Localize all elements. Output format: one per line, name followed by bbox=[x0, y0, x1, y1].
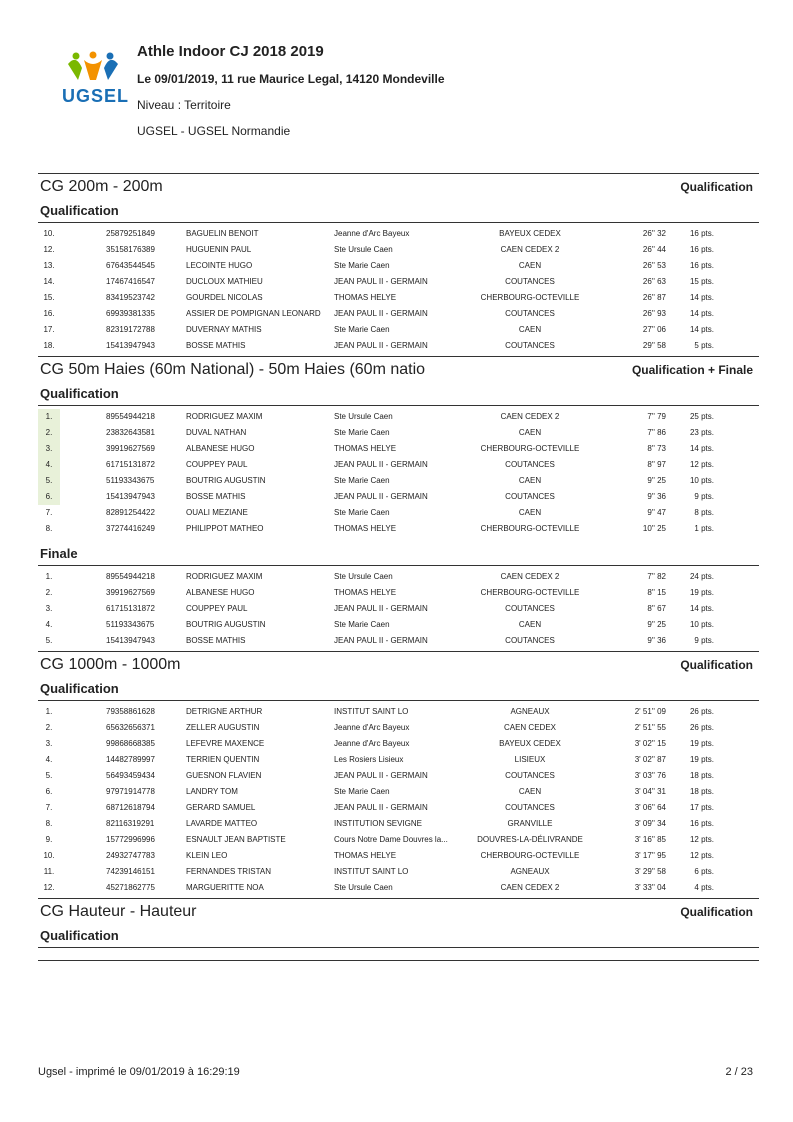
club-city: CAEN bbox=[518, 787, 542, 796]
performance: 26'' 44 bbox=[642, 245, 666, 254]
club-name: Ste Marie Caen bbox=[334, 325, 390, 334]
license-number: 15413947943 bbox=[106, 341, 155, 350]
points: 15 pts. bbox=[689, 277, 714, 286]
points: 18 pts. bbox=[689, 771, 714, 780]
rank: 14. bbox=[43, 277, 55, 286]
athlete-name: BOSSE MATHIS bbox=[186, 492, 246, 501]
results-table bbox=[38, 406, 759, 539]
table-row bbox=[38, 306, 759, 322]
table-row bbox=[38, 521, 759, 537]
athlete-name: BAGUELIN BENOIT bbox=[186, 229, 259, 238]
rank: 5. bbox=[45, 636, 53, 645]
rank: 6. bbox=[45, 787, 53, 796]
event-name: CG 1000m - 1000m bbox=[40, 656, 181, 673]
athlete-name: ALBANESE HUGO bbox=[186, 444, 255, 453]
table-row bbox=[38, 864, 759, 880]
athlete-name: RODRIGUEZ MAXIM bbox=[186, 412, 263, 421]
club-name: JEAN PAUL II - GERMAIN bbox=[334, 309, 428, 318]
rank: 10. bbox=[43, 851, 55, 860]
points: 10 pts. bbox=[689, 476, 714, 485]
table-row bbox=[38, 704, 759, 720]
performance: 8'' 97 bbox=[647, 460, 666, 469]
license-number: 82891254422 bbox=[106, 508, 155, 517]
club-name: Ste Marie Caen bbox=[334, 787, 390, 796]
club-name: THOMAS HELYE bbox=[334, 293, 397, 302]
athlete-name: BOUTRIG AUGUSTIN bbox=[186, 476, 266, 485]
club-name: Ste Marie Caen bbox=[334, 428, 390, 437]
performance: 3' 02'' 87 bbox=[634, 755, 666, 764]
rank: 18. bbox=[43, 341, 55, 350]
club-city: CAEN CEDEX 2 bbox=[500, 245, 560, 254]
performance: 3' 33'' 04 bbox=[634, 883, 666, 892]
event-header bbox=[38, 173, 759, 200]
club-city: CHERBOURG-OCTEVILLE bbox=[480, 524, 580, 533]
license-number: 61715131872 bbox=[106, 604, 155, 613]
club-city: COUTANCES bbox=[505, 636, 555, 645]
license-number: 15413947943 bbox=[106, 636, 155, 645]
club-city: CAEN CEDEX 2 bbox=[500, 572, 560, 581]
table-row bbox=[38, 569, 759, 585]
license-number: 65632656371 bbox=[106, 723, 155, 732]
event-header bbox=[38, 651, 759, 678]
license-number: 17467416547 bbox=[106, 277, 155, 286]
event-round-type: Qualification bbox=[680, 180, 753, 194]
club-city: COUTANCES bbox=[505, 604, 555, 613]
club-name: Jeanne d'Arc Bayeux bbox=[334, 739, 410, 748]
performance: 3' 02'' 15 bbox=[634, 739, 666, 748]
athlete-name: LAVARDE MATTEO bbox=[186, 819, 258, 828]
club-name: Ste Ursule Caen bbox=[334, 245, 393, 254]
event-round-type: Qualification bbox=[680, 905, 753, 919]
table-row bbox=[38, 473, 759, 489]
table-row bbox=[38, 752, 759, 768]
table-row bbox=[38, 457, 759, 473]
club-name: Les Rosiers Lisieux bbox=[334, 755, 404, 764]
points: 23 pts. bbox=[689, 428, 714, 437]
club-name: Ste Ursule Caen bbox=[334, 883, 393, 892]
rank: 12. bbox=[43, 245, 55, 254]
club-name: JEAN PAUL II - GERMAIN bbox=[334, 803, 428, 812]
athlete-name: GOURDEL NICOLAS bbox=[186, 293, 263, 302]
rank: 8. bbox=[45, 524, 53, 533]
event-round-type: Qualification bbox=[680, 658, 753, 672]
performance: 9'' 36 bbox=[647, 492, 666, 501]
performance: 27'' 06 bbox=[642, 325, 666, 334]
points: 1 pts. bbox=[694, 524, 714, 533]
athlete-name: ASSIER DE POMPIGNAN LEONARD bbox=[186, 309, 321, 318]
rank: 1. bbox=[38, 409, 60, 425]
points: 16 pts. bbox=[689, 819, 714, 828]
club-name: Ste Ursule Caen bbox=[334, 572, 393, 581]
table-row bbox=[38, 633, 759, 649]
club-city: DOUVRES-LA-DÉLIVRANDE bbox=[477, 835, 583, 844]
athlete-name: MARGUERITTE NOA bbox=[186, 883, 264, 892]
athlete-name: KLEIN LEO bbox=[186, 851, 228, 860]
points: 19 pts. bbox=[689, 755, 714, 764]
performance: 7'' 86 bbox=[647, 428, 666, 437]
club-city: CAEN bbox=[518, 428, 542, 437]
points: 26 pts. bbox=[689, 723, 714, 732]
license-number: 15772996996 bbox=[106, 835, 155, 844]
club-city: CAEN CEDEX bbox=[503, 723, 556, 732]
athlete-name: HUGUENIN PAUL bbox=[186, 245, 252, 254]
table-row bbox=[38, 242, 759, 258]
points: 5 pts. bbox=[694, 341, 714, 350]
points: 18 pts. bbox=[689, 787, 714, 796]
phase-title: Finale bbox=[38, 543, 759, 566]
club-name: INSTITUT SAINT LO bbox=[334, 867, 409, 876]
club-city: CAEN bbox=[518, 476, 542, 485]
athlete-name: DUVAL NATHAN bbox=[186, 428, 247, 437]
rank: 7. bbox=[45, 508, 53, 517]
athlete-name: DUCLOUX MATHIEU bbox=[186, 277, 263, 286]
license-number: 82116319291 bbox=[106, 819, 155, 828]
club-city: LISIEUX bbox=[514, 755, 546, 764]
license-number: 25879251849 bbox=[106, 229, 155, 238]
organizer: UGSEL - UGSEL Normandie bbox=[137, 124, 291, 138]
rank: 6. bbox=[38, 489, 60, 505]
club-city: BAYEUX CEDEX bbox=[499, 739, 561, 748]
points: 26 pts. bbox=[689, 707, 714, 716]
print-info: Ugsel - imprimé le 09/01/2019 à 16:29:19 bbox=[38, 1066, 240, 1078]
points: 16 pts. bbox=[689, 229, 714, 238]
points: 14 pts. bbox=[689, 325, 714, 334]
logo-text: UGSEL bbox=[62, 86, 130, 106]
points: 9 pts. bbox=[694, 636, 714, 645]
rank: 4. bbox=[45, 755, 53, 764]
performance: 26'' 87 bbox=[642, 293, 666, 302]
performance: 29'' 58 bbox=[642, 341, 666, 350]
rank: 3. bbox=[45, 604, 53, 613]
table-row bbox=[38, 800, 759, 816]
phase-title: Qualification bbox=[38, 925, 759, 948]
rank: 17. bbox=[43, 325, 55, 334]
rank: 3. bbox=[45, 739, 53, 748]
points: 6 pts. bbox=[694, 867, 714, 876]
points: 12 pts. bbox=[689, 460, 714, 469]
event-location: Le 09/01/2019, 11 rue Maurice Legal, 14120 Mondeville bbox=[137, 72, 445, 86]
license-number: 35158176389 bbox=[106, 245, 155, 254]
event-round-type: Qualification + Finale bbox=[631, 363, 753, 377]
license-number: 39919627569 bbox=[106, 588, 155, 597]
club-city: COUTANCES bbox=[505, 309, 555, 318]
club-city: AGNEAUX bbox=[510, 707, 550, 716]
athlete-name: OUALI MEZIANE bbox=[186, 508, 248, 517]
performance: 9'' 25 bbox=[647, 476, 666, 485]
event-name: CG 50m Haies (60m National) - 50m Haies (60m natio bbox=[40, 361, 426, 378]
athlete-name: LANDRY TOM bbox=[186, 787, 238, 796]
performance: 3' 09'' 34 bbox=[634, 819, 666, 828]
license-number: 79358861628 bbox=[106, 707, 155, 716]
table-row bbox=[38, 585, 759, 601]
rank: 4. bbox=[38, 457, 60, 473]
license-number: 68712618794 bbox=[106, 803, 155, 812]
license-number: 23832643581 bbox=[106, 428, 155, 437]
license-number: 82319172788 bbox=[106, 325, 155, 334]
club-city: CAEN bbox=[518, 508, 542, 517]
document-title: Athle Indoor CJ 2018 2019 bbox=[137, 43, 324, 60]
rank: 1. bbox=[45, 707, 53, 716]
performance: 26'' 32 bbox=[642, 229, 666, 238]
club-name: THOMAS HELYE bbox=[334, 524, 397, 533]
performance: 3' 06'' 64 bbox=[634, 803, 666, 812]
athlete-name: DUVERNAY MATHIS bbox=[186, 325, 262, 334]
club-name: Cours Notre Dame Douvres la... bbox=[334, 835, 448, 844]
license-number: 51193343675 bbox=[106, 620, 155, 629]
athlete-name: BOUTRIG AUGUSTIN bbox=[186, 620, 266, 629]
license-number: 14482789997 bbox=[106, 755, 155, 764]
performance: 26'' 53 bbox=[642, 261, 666, 270]
performance: 3' 17'' 95 bbox=[634, 851, 666, 860]
performance: 8'' 73 bbox=[647, 444, 666, 453]
license-number: 39919627569 bbox=[106, 444, 155, 453]
club-name: Ste Marie Caen bbox=[334, 508, 390, 517]
table-row bbox=[38, 441, 759, 457]
performance: 26'' 63 bbox=[642, 277, 666, 286]
club-name: Jeanne d'Arc Bayeux bbox=[334, 723, 410, 732]
table-row bbox=[38, 832, 759, 848]
page-number: 2 / 23 bbox=[725, 1066, 753, 1078]
rank: 2. bbox=[38, 425, 60, 441]
performance: 3' 16'' 85 bbox=[634, 835, 666, 844]
points: 9 pts. bbox=[694, 492, 714, 501]
points: 24 pts. bbox=[689, 572, 714, 581]
rank: 3. bbox=[38, 441, 60, 457]
athlete-name: COUPPEY PAUL bbox=[186, 460, 248, 469]
points: 8 pts. bbox=[694, 508, 714, 517]
table-row bbox=[38, 720, 759, 736]
club-name: INSTITUTION SEVIGNE bbox=[334, 819, 423, 828]
table-row bbox=[38, 848, 759, 864]
rank: 7. bbox=[45, 803, 53, 812]
athlete-name: ESNAULT JEAN BAPTISTE bbox=[186, 835, 286, 844]
club-city: AGNEAUX bbox=[510, 867, 550, 876]
results-table bbox=[38, 223, 759, 356]
points: 10 pts. bbox=[689, 620, 714, 629]
performance: 9'' 36 bbox=[647, 636, 666, 645]
club-name: JEAN PAUL II - GERMAIN bbox=[334, 492, 428, 501]
club-city: CHERBOURG-OCTEVILLE bbox=[480, 293, 580, 302]
athlete-name: PHILIPPOT MATHEO bbox=[186, 524, 264, 533]
rank: 2. bbox=[45, 723, 53, 732]
club-name: JEAN PAUL II - GERMAIN bbox=[334, 771, 428, 780]
athlete-name: FERNANDES TRISTAN bbox=[186, 867, 272, 876]
athlete-name: TERRIEN QUENTIN bbox=[186, 755, 260, 764]
performance: 3' 03'' 76 bbox=[634, 771, 666, 780]
points: 12 pts. bbox=[689, 835, 714, 844]
table-row bbox=[38, 409, 759, 425]
phase-title: Qualification bbox=[38, 383, 759, 406]
club-city: COUTANCES bbox=[505, 341, 555, 350]
performance: 2' 51'' 55 bbox=[634, 723, 666, 732]
table-row bbox=[38, 784, 759, 800]
athlete-name: COUPPEY PAUL bbox=[186, 604, 248, 613]
rank: 13. bbox=[43, 261, 55, 270]
table-row bbox=[38, 274, 759, 290]
club-city: COUTANCES bbox=[505, 460, 555, 469]
club-name: Ste Marie Caen bbox=[334, 620, 390, 629]
points: 17 pts. bbox=[689, 803, 714, 812]
points: 4 pts. bbox=[694, 883, 714, 892]
club-name: JEAN PAUL II - GERMAIN bbox=[334, 277, 428, 286]
club-city: CHERBOURG-OCTEVILLE bbox=[480, 588, 580, 597]
results-table bbox=[38, 701, 759, 898]
competition-level: Niveau : Territoire bbox=[137, 98, 231, 112]
table-row bbox=[38, 338, 759, 354]
license-number: 45271862775 bbox=[106, 883, 155, 892]
points: 16 pts. bbox=[689, 245, 714, 254]
license-number: 99868668385 bbox=[106, 739, 155, 748]
club-name: JEAN PAUL II - GERMAIN bbox=[334, 341, 428, 350]
table-row bbox=[38, 505, 759, 521]
license-number: 89554944218 bbox=[106, 412, 155, 421]
points: 14 pts. bbox=[689, 604, 714, 613]
club-city: CAEN bbox=[518, 325, 542, 334]
performance: 10'' 25 bbox=[642, 524, 666, 533]
athlete-name: LEFEVRE MAXENCE bbox=[186, 739, 265, 748]
table-row bbox=[38, 617, 759, 633]
results-content bbox=[38, 173, 759, 961]
club-name: THOMAS HELYE bbox=[334, 444, 397, 453]
athlete-name: ALBANESE HUGO bbox=[186, 588, 255, 597]
performance: 3' 29'' 58 bbox=[634, 867, 666, 876]
rank: 11. bbox=[43, 867, 55, 876]
table-row bbox=[38, 258, 759, 274]
club-city: CHERBOURG-OCTEVILLE bbox=[480, 851, 580, 860]
points: 19 pts. bbox=[689, 588, 714, 597]
points: 12 pts. bbox=[689, 851, 714, 860]
rank: 2. bbox=[45, 588, 53, 597]
performance: 26'' 93 bbox=[642, 309, 666, 318]
club-name: JEAN PAUL II - GERMAIN bbox=[334, 460, 428, 469]
license-number: 97971914778 bbox=[106, 787, 155, 796]
license-number: 61715131872 bbox=[106, 460, 155, 469]
performance: 7'' 79 bbox=[647, 412, 666, 421]
athlete-name: GUESNON FLAVIEN bbox=[186, 771, 262, 780]
athlete-name: DETRIGNE ARTHUR bbox=[186, 707, 263, 716]
athlete-name: RODRIGUEZ MAXIM bbox=[186, 572, 263, 581]
table-row bbox=[38, 880, 759, 896]
rank: 8. bbox=[45, 819, 53, 828]
club-name: JEAN PAUL II - GERMAIN bbox=[334, 636, 428, 645]
athlete-name: BOSSE MATHIS bbox=[186, 341, 246, 350]
club-city: CAEN CEDEX 2 bbox=[500, 883, 560, 892]
phase-title: Qualification bbox=[38, 200, 759, 223]
performance: 9'' 47 bbox=[647, 508, 666, 517]
performance: 8'' 67 bbox=[647, 604, 666, 613]
performance: 3' 04'' 31 bbox=[634, 787, 666, 796]
club-name: JEAN PAUL II - GERMAIN bbox=[334, 604, 428, 613]
club-city: COUTANCES bbox=[505, 277, 555, 286]
athlete-name: GERARD SAMUEL bbox=[186, 803, 256, 812]
table-row bbox=[38, 322, 759, 338]
club-city: COUTANCES bbox=[505, 771, 555, 780]
table-row bbox=[38, 425, 759, 441]
points: 14 pts. bbox=[689, 293, 714, 302]
license-number: 51193343675 bbox=[106, 476, 155, 485]
athlete-name: LECOINTE HUGO bbox=[186, 261, 253, 270]
ugsel-logo bbox=[60, 50, 130, 108]
club-city: CAEN CEDEX 2 bbox=[500, 412, 560, 421]
table-row bbox=[38, 290, 759, 306]
rank: 4. bbox=[45, 620, 53, 629]
performance: 8'' 15 bbox=[647, 588, 666, 597]
event-name: CG 200m - 200m bbox=[40, 178, 163, 195]
club-city: CAEN bbox=[518, 261, 542, 270]
athlete-name: BOSSE MATHIS bbox=[186, 636, 246, 645]
points: 14 pts. bbox=[689, 444, 714, 453]
table-row bbox=[38, 736, 759, 752]
table-row bbox=[38, 816, 759, 832]
section-end-line bbox=[38, 948, 759, 961]
club-city: CAEN bbox=[518, 620, 542, 629]
club-name: Ste Marie Caen bbox=[334, 261, 390, 270]
club-name: Jeanne d'Arc Bayeux bbox=[334, 229, 410, 238]
license-number: 67643544545 bbox=[106, 261, 155, 270]
club-city: BAYEUX CEDEX bbox=[499, 229, 561, 238]
license-number: 37274416249 bbox=[106, 524, 155, 533]
rank: 1. bbox=[45, 572, 53, 581]
rank: 10. bbox=[43, 229, 55, 238]
rank: 9. bbox=[45, 835, 53, 844]
club-name: THOMAS HELYE bbox=[334, 588, 397, 597]
event-header bbox=[38, 356, 759, 383]
table-row bbox=[38, 768, 759, 784]
performance: 2' 51'' 09 bbox=[634, 707, 666, 716]
event-header bbox=[38, 898, 759, 925]
license-number: 69939381335 bbox=[106, 309, 155, 318]
rank: 12. bbox=[43, 883, 55, 892]
rank: 5. bbox=[45, 771, 53, 780]
points: 19 pts. bbox=[689, 739, 714, 748]
license-number: 56493459434 bbox=[106, 771, 155, 780]
license-number: 89554944218 bbox=[106, 572, 155, 581]
rank: 15. bbox=[43, 293, 55, 302]
points: 14 pts. bbox=[689, 309, 714, 318]
club-name: Ste Marie Caen bbox=[334, 476, 390, 485]
club-city: GRANVILLE bbox=[507, 819, 553, 828]
phase-title: Qualification bbox=[38, 678, 759, 701]
license-number: 83419523742 bbox=[106, 293, 155, 302]
table-row bbox=[38, 601, 759, 617]
rank: 16. bbox=[43, 309, 55, 318]
points: 16 pts. bbox=[689, 261, 714, 270]
club-name: Ste Ursule Caen bbox=[334, 412, 393, 421]
rank: 5. bbox=[38, 473, 60, 489]
event-name: CG Hauteur - Hauteur bbox=[40, 903, 197, 920]
athlete-name: ZELLER AUGUSTIN bbox=[186, 723, 260, 732]
performance: 7'' 82 bbox=[647, 572, 666, 581]
club-city: COUTANCES bbox=[505, 492, 555, 501]
club-city: COUTANCES bbox=[505, 803, 555, 812]
license-number: 74239146151 bbox=[106, 867, 155, 876]
club-name: INSTITUT SAINT LO bbox=[334, 707, 409, 716]
license-number: 24932747783 bbox=[106, 851, 155, 860]
results-table bbox=[38, 566, 759, 651]
table-row bbox=[38, 226, 759, 242]
license-number: 15413947943 bbox=[106, 492, 155, 501]
club-name: THOMAS HELYE bbox=[334, 851, 397, 860]
club-city: CHERBOURG-OCTEVILLE bbox=[480, 444, 580, 453]
points: 25 pts. bbox=[689, 412, 714, 421]
performance: 9'' 25 bbox=[647, 620, 666, 629]
table-row bbox=[38, 489, 759, 505]
